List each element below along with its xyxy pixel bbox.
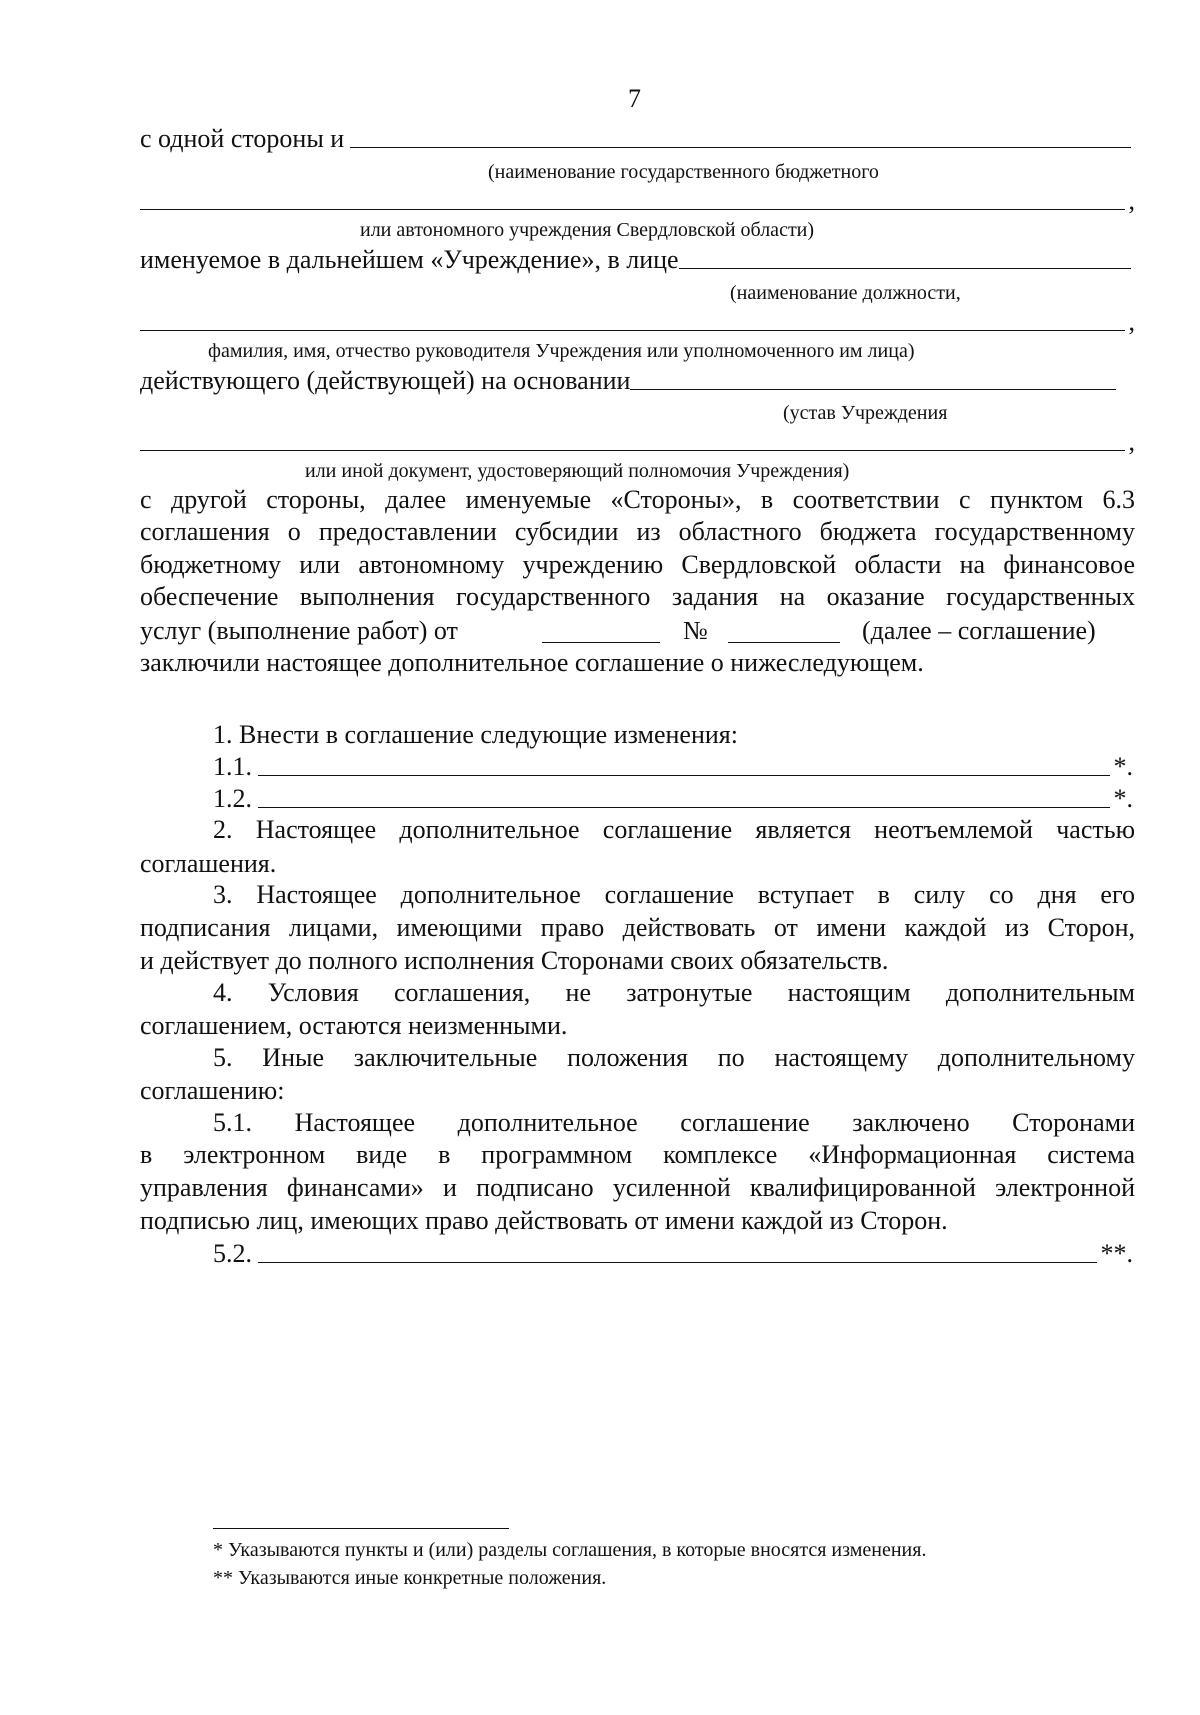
caption-institution-type: или автономного учреждения Свердловской области) — [360, 219, 815, 241]
item-5-2 — [213, 1237, 1133, 1270]
institution-name-line-2 — [140, 184, 1135, 217]
institution-name-blank — [350, 146, 1131, 148]
item-4-line-2: соглашением, остаются неизменными. — [140, 1011, 568, 1040]
named-text: именуемое в дальнейшем «Учреждение», в лице — [140, 245, 679, 274]
one-side-text: с одной стороны и — [140, 124, 345, 153]
item-5-2-number: 5.2. — [213, 1239, 252, 1268]
item-3-line-3: и действует до полного исполнения Сторонами своих обязательств. — [140, 946, 889, 975]
representative-blank — [679, 267, 1131, 269]
item-1-2-number: 1.2. — [213, 784, 252, 813]
intro-line-3: бюджетному или автономному учреждению Свердловской области на финансовое — [140, 550, 1135, 579]
footnote-1: * Указываются пункты и (или) разделы соглашения, в которые вносятся изменения. — [213, 1539, 927, 1561]
item-5-1-line-1: 5.1. Настоящее дополнительное соглашение заключено Сторонами — [213, 1108, 1135, 1137]
comma: , — [1128, 427, 1135, 456]
intro-line-1: с другой стороны, далее именуемые «Стороны», в соответствии с пунктом 6.3 — [140, 485, 1135, 514]
item-3-line-2: подписания лицами, имеющими право действовать от имени каждой из Сторон, — [140, 913, 1135, 942]
item-5-2-stars: **. — [1100, 1239, 1133, 1268]
caption-fio: фамилия, имя, отчество руководителя Учреждения или уполномоченного им лица) — [208, 340, 915, 362]
caption-charter: (устав Учреждения — [783, 402, 948, 424]
basis-blank-2 — [140, 449, 1125, 451]
representative-blank-2 — [140, 329, 1125, 331]
item-5-1-line-2: в электронном виде в программном комплексе «Информационная система — [140, 1140, 1135, 1169]
institution-name-blank-2 — [140, 208, 1125, 210]
item-1-2-star: *. — [1113, 784, 1133, 813]
comma: , — [1128, 186, 1135, 215]
basis-blank — [630, 388, 1116, 390]
caption-other-document: или иной документ, удостоверяющий полномочия Учреждения) — [305, 460, 850, 482]
agreement-date-blank — [542, 642, 660, 643]
item-1: 1. Внести в соглашение следующие изменения: — [213, 720, 738, 749]
footnote-2: ** Указываются иные конкретные положения. — [213, 1567, 607, 1589]
acting-text: действующего (действующей) на основании — [140, 366, 631, 395]
intro-line-5a: услуг (выполнение работ) от — [140, 616, 458, 645]
intro-line-6: заключили настоящее дополнительное соглашение о нижеследующем. — [140, 648, 924, 677]
caption-position: (наименование должности, — [730, 282, 961, 304]
item-2-line-1: 2. Настоящее дополнительное соглашение является неотъемлемой частью — [213, 815, 1135, 844]
basis-line-2 — [140, 425, 1135, 458]
item-5-2-blank — [258, 1261, 1097, 1263]
acting-line — [140, 364, 1120, 397]
intro-line-5b: (далее – соглашение) — [862, 616, 1096, 645]
item-1-2 — [213, 782, 1133, 815]
one-side-line — [140, 122, 1135, 155]
item-1-1 — [213, 750, 1133, 783]
intro-line-2: соглашения о предоставлении субсидии из областного бюджета государственному — [140, 517, 1135, 546]
item-5-1-line-3: управления финансами» и подписано усиленной квалифицированной электронной — [140, 1173, 1135, 1202]
page-number: 7 — [628, 84, 641, 113]
item-1-1-star: *. — [1113, 752, 1133, 781]
agreement-number-blank — [728, 642, 840, 643]
item-2-line-2: соглашения. — [140, 849, 277, 878]
item-5-line-1: 5. Иные заключительные положения по настоящему дополнительному — [213, 1043, 1135, 1072]
item-1-1-number: 1.1. — [213, 752, 252, 781]
footnote-separator — [213, 1528, 509, 1529]
item-4-line-1: 4. Условия соглашения, не затронутые настоящим дополнительным — [213, 978, 1135, 1007]
caption-institution-name: (наименование государственного бюджетного — [488, 161, 879, 183]
named-line — [140, 243, 1135, 276]
item-1-1-blank — [258, 774, 1110, 776]
item-1-2-blank — [258, 806, 1110, 808]
item-5-line-2: соглашению: — [140, 1076, 285, 1105]
intro-number-sign: № — [683, 616, 708, 645]
intro-line-4: обеспечение выполнения государственного задания на оказание государственных — [140, 582, 1135, 611]
representative-line-2 — [140, 305, 1135, 338]
item-5-1-line-4: подписью лиц, имеющих право действовать от имени каждой из Сторон. — [140, 1206, 948, 1235]
item-3-line-1: 3. Настоящее дополнительное соглашение вступает в силу со дня его — [213, 880, 1135, 909]
comma: , — [1128, 307, 1135, 336]
